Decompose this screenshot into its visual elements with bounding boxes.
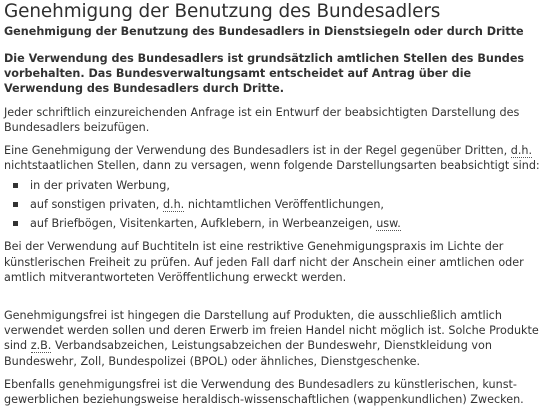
- list-item: [4, 197, 544, 212]
- list-item-label: auf sonstigen privaten,: [30, 198, 160, 212]
- list-item-label: nichtamtlichen Veröffentlichungen,: [187, 198, 384, 212]
- list-item: [4, 216, 544, 231]
- list-item-label: auf Briefbögen, Visitenkarten, Aufklebern, in Werbeanzeigen,: [30, 217, 373, 231]
- abbreviation-usw: usw.: [376, 217, 401, 231]
- square-bullet-icon: [13, 221, 18, 226]
- abbreviation-zb: z.B.: [30, 339, 52, 353]
- paragraph-exempt-products: [4, 308, 544, 369]
- paragraph-text: Eine Genehmigung der Verwendung des Bundesadlers ist in der Regel gegenüber Dritten,: [4, 144, 508, 158]
- paragraph-text: nichtstaatlichen Stellen, dann zu versagen, wenn folgende Darstellungsarten beabsichtigt sind:: [4, 159, 540, 173]
- abbreviation-dh: d.h.: [162, 198, 185, 212]
- abbreviation-dh: d.h.: [510, 144, 533, 158]
- list-item-label: in der privaten Werbung,: [30, 179, 170, 193]
- paragraph-exempt-artistic: Ebenfalls genehmigungsfrei ist die Verwendung des Bundesadlers zu künstlerischen, kunst-gewerblichen beziehungsweise heraldisch-wissenschaftlichen (wappenkundlichen) Zwecken.: [4, 377, 524, 407]
- square-bullet-icon: [13, 183, 18, 188]
- square-bullet-icon: [13, 202, 18, 207]
- page-title: Genehmigung der Benutzung des Bundesadlers: [4, 1, 441, 22]
- lead-paragraph: Die Verwendung des Bundesadlers ist grundsätzlich amtlichen Stellen des Bundes vorbehalten. Das Bundesverwaltungsamt entscheidet auf Antrag über die Verwendung des Bundesadlers durch Dritte.: [4, 52, 525, 96]
- paragraph-request-draft: Jeder schriftlich einzureichenden Anfrage ist ein Entwurf der beabsichtigten Darstellung des Bundesadlers beizufügen.: [4, 105, 520, 134]
- page-subtitle: Genehmigung der Benutzung des Bundesadlers in Dienstsiegeln oder durch Dritte: [4, 25, 524, 38]
- paragraph-refusal-conditions: [4, 143, 544, 173]
- paragraph-text: Verbandsabzeichen, Leistungsabzeichen der Bundeswehr, Dienstkleidung von Bundeswehr, Zoll, Bundespolizei (BPOL) oder ähnliches, Dienstgeschenke.: [4, 339, 492, 368]
- paragraph-book-titles: Bei der Verwendung auf Buchtiteln ist eine restriktive Genehmigungspraxis im Lichte der künstlerischen Freiheit zu prüfen. Auf jeden Fall darf nicht der Anschein einer amtlichen oder amtlich mitverantworteten Veröffentlichung erweckt werden.: [4, 240, 524, 284]
- bullet-list: [4, 178, 544, 231]
- list-item: [4, 178, 544, 193]
- paragraph-text: Genehmigungsfrei ist hingegen die Darstellung auf Produkten, die ausschließlich amtlich verwendet werden sollen und deren Erwerb im freien Handel nicht möglich ist. Solche Produkte sind: [4, 309, 539, 353]
